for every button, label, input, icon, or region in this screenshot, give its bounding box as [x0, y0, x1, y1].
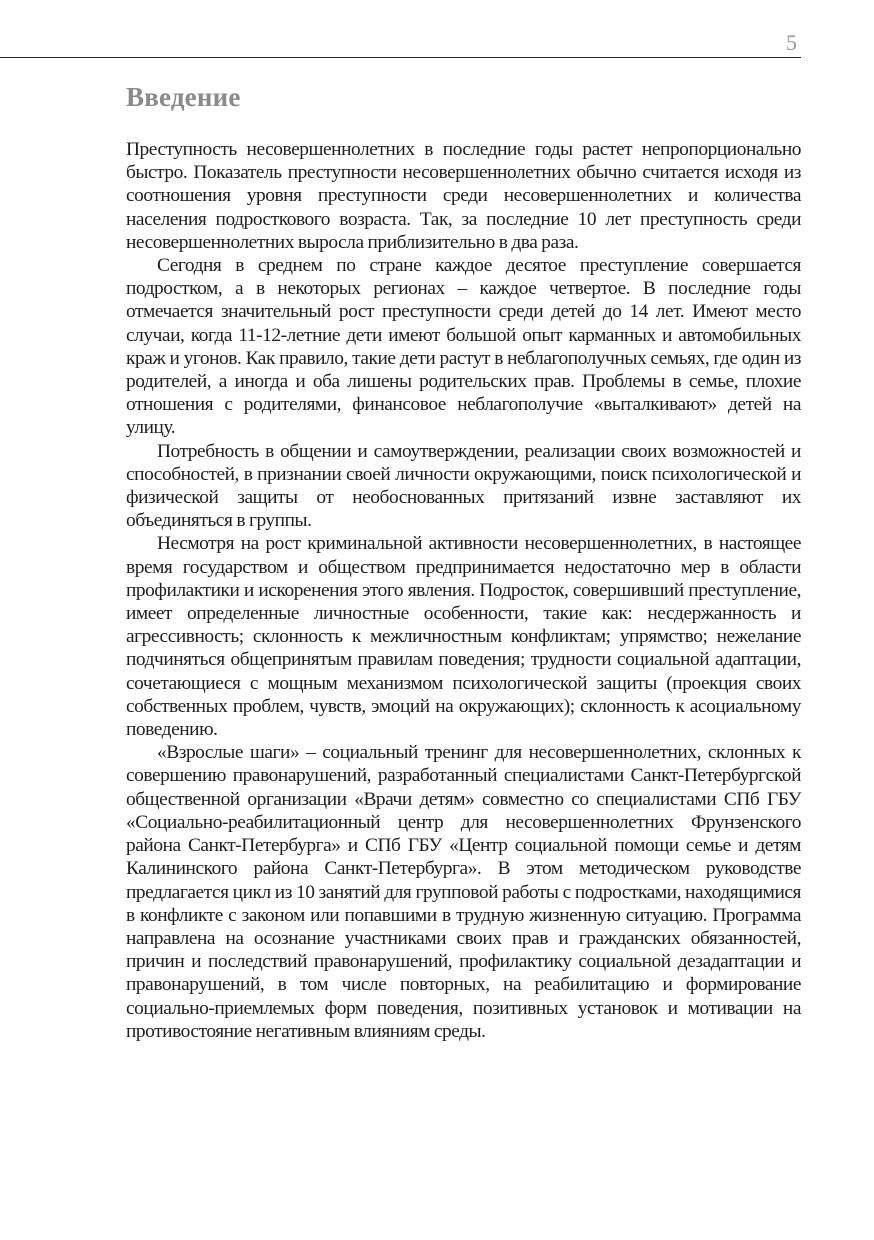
body-text: [126, 138, 801, 1043]
paragraph-1: Преступность несовершеннолетних в последние годы растет непропорционально быстро. Показатель преступности несовершеннолетних обычно считается исходя из соотношения уровня преступности среди несовершеннолетних и количества населения подросткового возраста. Так, за последние 10 лет преступность среди несовершеннолетних выросла приблизительно в два раза.: [126, 139, 801, 253]
page-number: 5: [786, 30, 797, 55]
header-rule: [0, 57, 801, 58]
paragraph-2: Сегодня в среднем по стране каждое десятое преступление совершается подростком, а в некоторых регионах – каждое четвертое. В последние годы отмечается значительный рост преступности среди детей до 14 лет. Имеют место случаи, когда 11-12-летние дети имеют большой опыт карманных и автомобильных краж и угонов. Как правило, такие дети растут в неблагополучных семьях, где один из родителей, а иногда и оба лишены родительских прав. Проблемы в семье, плохие отношения с родителями, финансовое неблагополучие «выталкивают» детей на улицу.: [126, 255, 801, 439]
paragraph-4: Несмотря на рост криминальной активности несовершеннолетних, в настоящее время государством и обществом предпринимается недостаточно мер в области профилактики и искоренения этого явления. Подросток, совершивший преступление, имеет определенные личностные особенности, такие как: несдержанность и агрессивность; склонность к межличностным конфликтам; упрямство; нежелание подчиняться общепринятым правилам поведения; трудности социальной адаптации, сочетающиеся с мощным механизмом психологической защиты (проекция своих собственных проблем, чувств, эмоций на окружающих); склонность к асоциальному поведению.: [126, 533, 801, 741]
paragraph-5: «Взрослые шаги» – социальный тренинг для несовершеннолетних, склонных к совершению правонарушений, разработанный специалистами Санкт-Петербургской общественной организации «Врачи детям» совместно со специалистами СПб ГБУ «Социально-реабилитационный центр для несовершеннолетних Фрунзенского района Санкт-Петербурга» и СПб ГБУ «Центр социальной помощи семье и детям Калининского района Санкт-Петербурга». В этом методическом руководстве предлагается цикл из 10 занятий для групповой работы с подростками, находящимися в конфликте с законом или попавшими в трудную жизненную ситуацию. Программа направлена на осознание участниками своих прав и гражданских обязанностей, причин и последствий правонарушений, профилактику социальной дезадаптации и правонарушений, в том числе повторных, на реабилитацию и формирование социально-приемлемых форм поведения, позитивных установок и мотивации на противостояние негативным влияниям среды.: [126, 742, 801, 1042]
paragraph-3: Потребность в общении и самоутверждении, реализации своих возможностей и способностей, в признании своей личности окружающими, поиск психологической и физической защиты от необоснованных притязаний извне заставляют их объединяться в группы.: [126, 440, 801, 532]
section-title: Введение: [126, 82, 241, 112]
